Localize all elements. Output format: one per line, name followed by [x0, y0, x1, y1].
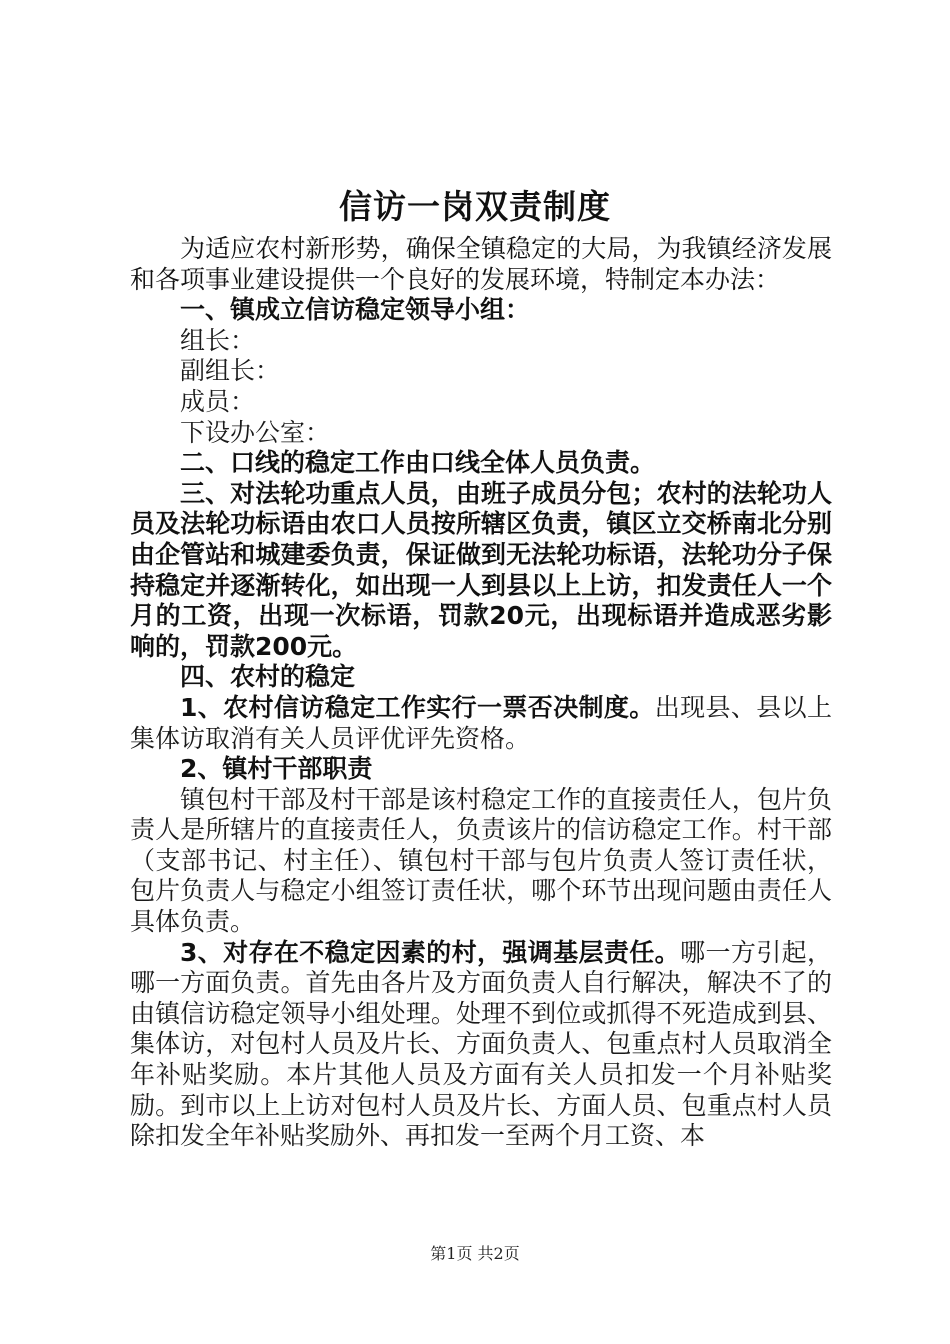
section4-heading: 四、农村的稳定	[180, 662, 356, 692]
intro-paragraph: 为适应农村新形势，确保全镇稳定的大局，为我镇经济发展和各项事业建设提供一个良好的发展环境，特制定本办法：	[130, 234, 832, 294]
members-line: 成员：	[180, 386, 256, 416]
deputy-line: 副组长：	[180, 356, 281, 386]
document-body	[130, 234, 832, 1152]
page-footer: 第1页 共2页	[430, 1244, 520, 1263]
item3-text: 哪一方引起，哪一方面负责。首先由各片及方面负责人自行解决，解决不了的由镇信访稳定领导小组处理。处理不到位或抓得不死造成到县、集体访，对包村人员及片长、方面负责人、包重点村人员取消全年补贴奖励。本片其他人员及方面有关人员扣发一个月补贴奖励。到市以上上访对包村人员及片长、方面人员、包重点村人员除扣发全年补贴奖励外、再扣发一至两个月工资、本	[130, 937, 832, 1151]
section3-paragraph: 三、对法轮功重点人员，由班子成员分包；农村的法轮功人员及法轮功标语由农口人员按所辖区负责，镇区立交桥南北分别由企管站和城建委负责，保证做到无法轮功标语，法轮功分子保持稳定并逐渐转化，如出现一人到县以上上访，扣发责任人一个月的工资，出现一次标语，罚款20元，出现标语并造成恶劣影响的，罚款200元。	[130, 478, 832, 661]
item3-paragraph	[130, 938, 832, 1152]
item1-paragraph	[130, 693, 832, 754]
item1-lead: 1、农村信访稳定工作实行一票否决制度。	[180, 692, 655, 722]
item1-text: 出现县、县以上集体访取消有关人员评优评先资格。	[130, 692, 832, 753]
item3-lead: 3、对存在不稳定因素的村，强调基层责任。	[180, 937, 681, 967]
document-title: 信访一岗双责制度	[339, 187, 611, 226]
section1-heading: 一、镇成立信访稳定领导小组：	[180, 295, 531, 325]
item2-heading: 2、镇村干部职责	[180, 754, 373, 784]
office-line: 下设办公室：	[180, 417, 331, 447]
section2-paragraph: 二、口线的稳定工作由口线全体人员负责。	[180, 448, 656, 478]
leader-line: 组长：	[180, 325, 256, 355]
item2-paragraph: 镇包村干部及村干部是该村稳定工作的直接责任人，包片负责人是所辖片的直接责任人，负责该片的信访稳定工作。村干部（支部书记、村主任）、镇包村干部与包片负责人签订责任状，包片负责人与稳定小组签订责任状，哪个环节出现问题由责任人具体负责。	[130, 784, 832, 937]
